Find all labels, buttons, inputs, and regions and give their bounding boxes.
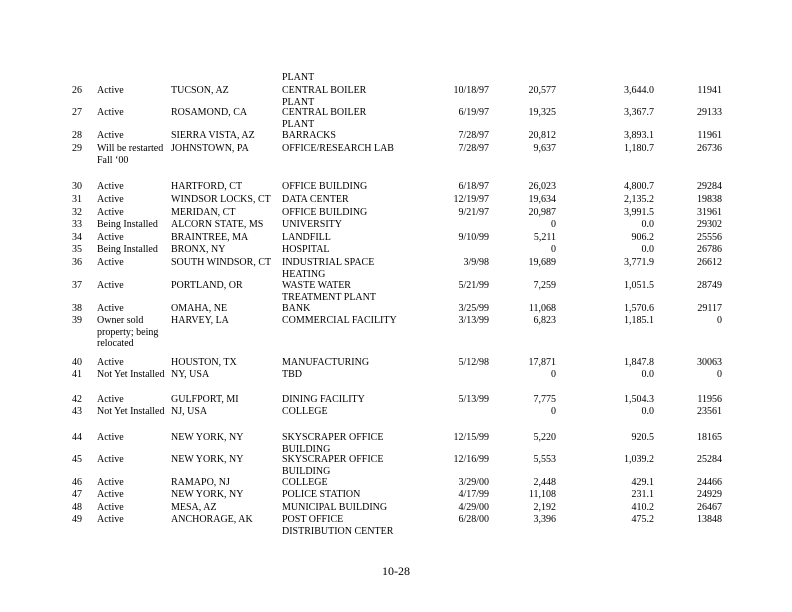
- location: SIERRA VISTA, AZ: [171, 130, 255, 141]
- status: [97, 502, 124, 514]
- last-value: 26786: [697, 244, 722, 255]
- site-type-line: UNIVERSITY: [282, 219, 342, 230]
- site-type-line: INDUSTRIAL SPACE: [282, 257, 375, 268]
- row-number: 40: [72, 357, 82, 368]
- install-date: 3/13/99: [458, 315, 489, 326]
- energy-output: 475.2: [631, 514, 654, 525]
- page-number: 10-28: [382, 564, 410, 578]
- site-type-line: PLANT: [282, 118, 315, 130]
- location: SOUTH WINDSOR, CT: [171, 257, 272, 268]
- site-type: [282, 315, 397, 327]
- site-type-line: COMMERCIAL FACILITY: [282, 315, 397, 326]
- status: [97, 357, 124, 369]
- operating-hours: 0: [551, 406, 556, 417]
- location: OMAHA, NE: [171, 303, 228, 314]
- site-type-line: HOSPITAL: [282, 244, 330, 255]
- site-type-line: BUILDING: [282, 443, 331, 455]
- site-type: [282, 219, 342, 231]
- status-line: Active: [97, 502, 124, 513]
- status: [97, 181, 124, 193]
- status-line: Not Yet Installed: [97, 369, 165, 380]
- status: [97, 454, 124, 466]
- last-value: 25284: [697, 454, 722, 465]
- row-number: 43: [72, 406, 82, 417]
- last-value: 26612: [697, 257, 722, 268]
- install-date: 5/12/98: [458, 357, 489, 368]
- site-type-line: OFFICE BUILDING: [282, 207, 368, 218]
- status: [97, 489, 124, 501]
- location: ROSAMOND, CA: [171, 107, 248, 118]
- location: MESA, AZ: [171, 502, 217, 513]
- row-number: 46: [72, 477, 82, 488]
- status: [97, 107, 124, 119]
- install-date: 12/16/99: [453, 454, 489, 465]
- status-line: Active: [97, 514, 124, 525]
- install-date: 4/17/99: [458, 489, 489, 500]
- operating-hours: 19,325: [528, 107, 556, 118]
- operating-hours: 0: [551, 244, 556, 255]
- site-type: [282, 454, 383, 477]
- install-date: 7/28/97: [458, 130, 489, 141]
- status-line: Active: [97, 207, 124, 218]
- energy-output: 231.1: [631, 489, 654, 500]
- energy-output: 3,991.5: [624, 207, 654, 218]
- last-value: 29117: [697, 303, 722, 314]
- site-type-line: COLLEGE: [282, 406, 328, 417]
- row-number: 45: [72, 454, 82, 465]
- last-value: 29284: [697, 181, 722, 192]
- location: NEW YORK, NY: [171, 489, 244, 500]
- install-date: 5/21/99: [458, 280, 489, 291]
- status-line: Active: [97, 232, 124, 243]
- site-type-line: OFFICE/RESEARCH LAB: [282, 143, 394, 154]
- energy-output: 0.0: [641, 406, 654, 417]
- site-type: [282, 357, 369, 369]
- site-continuation: PLANT: [282, 72, 315, 83]
- status-line: Active: [97, 432, 124, 443]
- location: RAMAPO, NJ: [171, 477, 230, 488]
- status: [97, 219, 158, 231]
- status-line: Being Installed: [97, 244, 158, 255]
- status: [97, 394, 124, 406]
- last-value: 23561: [697, 406, 722, 417]
- energy-output: 920.5: [631, 432, 654, 443]
- location: BRONX, NY: [171, 244, 226, 255]
- location: HARVEY, LA: [171, 315, 229, 326]
- row-number: 38: [72, 303, 82, 314]
- row-number: 39: [72, 315, 82, 326]
- site-type: [282, 394, 365, 406]
- last-value: 29133: [697, 107, 722, 118]
- site-type: [282, 130, 336, 142]
- operating-hours: 20,987: [528, 207, 556, 218]
- status: [97, 477, 124, 489]
- last-value: 28749: [697, 280, 722, 291]
- operating-hours: 7,259: [533, 280, 556, 291]
- site-type-line: DISTRIBUTION CENTER: [282, 525, 394, 537]
- install-date: 6/19/97: [458, 107, 489, 118]
- site-type-line: DINING FACILITY: [282, 394, 365, 405]
- operating-hours: 0: [551, 369, 556, 380]
- operating-hours: 11,108: [528, 489, 556, 500]
- status: [97, 194, 124, 206]
- status: [97, 130, 124, 142]
- site-type-line: HEATING: [282, 268, 326, 280]
- install-date: 3/25/99: [458, 303, 489, 314]
- energy-output: 1,570.6: [624, 303, 654, 314]
- location: JOHNSTOWN, PA: [171, 143, 249, 154]
- status-line: Active: [97, 489, 124, 500]
- location: TUCSON, AZ: [171, 85, 229, 96]
- location: GULFPORT, MI: [171, 394, 239, 405]
- last-value: 13848: [697, 514, 722, 525]
- status-line: Active: [97, 454, 124, 465]
- row-number: 26: [72, 85, 82, 96]
- last-value: 11961: [697, 130, 722, 141]
- energy-output: 410.2: [631, 502, 654, 513]
- energy-output: 429.1: [631, 477, 654, 488]
- site-type-line: PLANT: [282, 96, 315, 108]
- location: NEW YORK, NY: [171, 432, 244, 443]
- location: HOUSTON, TX: [171, 357, 237, 368]
- operating-hours: 0: [551, 219, 556, 230]
- location: HARTFORD, CT: [171, 181, 243, 192]
- site-type-line: OFFICE BUILDING: [282, 181, 368, 192]
- status: [97, 432, 124, 444]
- operating-hours: 20,812: [528, 130, 556, 141]
- status: [97, 315, 158, 350]
- site-type-line: MUNICIPAL BUILDING: [282, 502, 388, 513]
- site-type-line: SKYSCRAPER OFFICE: [282, 454, 384, 465]
- site-type: [282, 257, 374, 280]
- energy-output: 3,771.9: [624, 257, 654, 268]
- last-value: 18165: [697, 432, 722, 443]
- location: ALCORN STATE, MS: [171, 219, 264, 230]
- status-line: Fall ‘00: [97, 154, 129, 166]
- energy-output: 3,367.7: [624, 107, 654, 118]
- site-type: [282, 406, 328, 418]
- status-line: Active: [97, 303, 124, 314]
- install-date: 3/29/00: [458, 477, 489, 488]
- energy-output: 1,039.2: [624, 454, 654, 465]
- row-number: 30: [72, 181, 82, 192]
- site-type-line: BUILDING: [282, 465, 331, 477]
- energy-output: 3,644.0: [624, 85, 654, 96]
- last-value: 26467: [697, 502, 722, 513]
- status: [97, 369, 165, 381]
- row-number: 42: [72, 394, 82, 405]
- site-type-line: BARRACKS: [282, 130, 336, 141]
- status-line: Active: [97, 85, 124, 96]
- site-type-line: TREATMENT PLANT: [282, 291, 376, 303]
- location: NJ, USA: [171, 406, 208, 417]
- operating-hours: 2,448: [533, 477, 556, 488]
- status-line: property; being: [97, 326, 159, 338]
- status-line: Active: [97, 257, 124, 268]
- operating-hours: 19,689: [528, 257, 556, 268]
- row-number: 37: [72, 280, 82, 291]
- operating-hours: 2,192: [533, 502, 556, 513]
- site-type: [282, 369, 302, 381]
- last-value: 0: [717, 315, 722, 326]
- site-type: [282, 107, 366, 130]
- site-type-line: LANDFILL: [282, 232, 331, 243]
- last-value: 11941: [697, 85, 722, 96]
- row-number: 31: [72, 194, 82, 205]
- site-type: [282, 207, 367, 219]
- status-line: Active: [97, 130, 124, 141]
- energy-output: 1,185.1: [624, 315, 654, 326]
- site-type-line: POST OFFICE: [282, 514, 344, 525]
- site-type: [282, 280, 376, 303]
- site-type: [282, 432, 383, 455]
- operating-hours: 20,577: [528, 85, 556, 96]
- site-type: [282, 244, 330, 256]
- site-type-line: SKYSCRAPER OFFICE: [282, 432, 384, 443]
- status: [97, 406, 165, 418]
- location: MERIDAN, CT: [171, 207, 236, 218]
- status-line: Active: [97, 280, 124, 291]
- site-type: [282, 489, 360, 501]
- site-type: [282, 143, 394, 155]
- site-type-line: POLICE STATION: [282, 489, 361, 500]
- row-number: 32: [72, 207, 82, 218]
- operating-hours: 19,634: [528, 194, 556, 205]
- install-date: 9/21/97: [458, 207, 489, 218]
- site-type-line: BANK: [282, 303, 311, 314]
- operating-hours: 7,775: [533, 394, 556, 405]
- energy-output: 0.0: [641, 219, 654, 230]
- last-value: 30063: [697, 357, 722, 368]
- install-date: 4/29/00: [458, 502, 489, 513]
- status: [97, 143, 163, 166]
- last-value: 19838: [697, 194, 722, 205]
- status-line: Active: [97, 394, 124, 405]
- operating-hours: 26,023: [528, 181, 556, 192]
- status: [97, 514, 124, 526]
- row-number: 27: [72, 107, 82, 118]
- operating-hours: 9,637: [533, 143, 556, 154]
- status: [97, 85, 124, 97]
- location: PORTLAND, OR: [171, 280, 243, 291]
- operating-hours: 6,823: [533, 315, 556, 326]
- row-number: 36: [72, 257, 82, 268]
- status-line: Owner sold: [97, 315, 144, 326]
- install-date: 12/19/97: [453, 194, 489, 205]
- status: [97, 257, 124, 269]
- last-value: 26736: [697, 143, 722, 154]
- status-line: Will be restarted: [97, 143, 164, 154]
- site-type: [282, 502, 387, 514]
- site-type: [282, 181, 367, 193]
- site-type: [282, 514, 393, 537]
- operating-hours: 5,220: [533, 432, 556, 443]
- location: NEW YORK, NY: [171, 454, 244, 465]
- site-type: [282, 194, 349, 206]
- status: [97, 244, 158, 256]
- location: BRAINTREE, MA: [171, 232, 249, 243]
- status-line: Active: [97, 107, 124, 118]
- energy-output: 1,504.3: [624, 394, 654, 405]
- energy-output: 0.0: [641, 369, 654, 380]
- install-date: 5/13/99: [458, 394, 489, 405]
- site-type-line: CENTRAL BOILER: [282, 85, 367, 96]
- install-date: 12/15/99: [453, 432, 489, 443]
- row-number: 44: [72, 432, 82, 443]
- location: NY, USA: [171, 369, 210, 380]
- operating-hours: 3,396: [533, 514, 556, 525]
- site-type: [282, 85, 366, 108]
- row-number: 35: [72, 244, 82, 255]
- install-date: 6/28/00: [458, 514, 489, 525]
- row-number: 29: [72, 143, 82, 154]
- status-line: Being Installed: [97, 219, 158, 230]
- energy-output: 3,893.1: [624, 130, 654, 141]
- last-value: 29302: [697, 219, 722, 230]
- status-line: Not Yet Installed: [97, 406, 165, 417]
- last-value: 31961: [697, 207, 722, 218]
- status: [97, 280, 124, 292]
- operating-hours: 5,211: [533, 232, 556, 243]
- status-line: Active: [97, 477, 124, 488]
- location: ANCHORAGE, AK: [171, 514, 253, 525]
- energy-output: 1,051.5: [624, 280, 654, 291]
- last-value: 24929: [697, 489, 722, 500]
- operating-hours: 11,068: [528, 303, 556, 314]
- status: [97, 303, 124, 315]
- install-date: 3/9/98: [463, 257, 489, 268]
- site-type-line: MANUFACTURING: [282, 357, 370, 368]
- energy-output: 0.0: [641, 244, 654, 255]
- row-number: 33: [72, 219, 82, 230]
- site-type-line: CENTRAL BOILER: [282, 107, 367, 118]
- energy-output: 906.2: [631, 232, 654, 243]
- status-line: relocated: [97, 338, 134, 349]
- row-number: 48: [72, 502, 82, 513]
- operating-hours: 17,871: [528, 357, 556, 368]
- status-line: Active: [97, 357, 124, 368]
- site-type: [282, 477, 328, 489]
- site-type: [282, 232, 331, 244]
- install-date: 10/18/97: [453, 85, 489, 96]
- last-value: 25556: [697, 232, 722, 243]
- install-date: 7/28/97: [458, 143, 489, 154]
- last-value: 0: [717, 369, 722, 380]
- operating-hours: 5,553: [533, 454, 556, 465]
- row-number: 47: [72, 489, 82, 500]
- energy-output: 4,800.7: [624, 181, 654, 192]
- location: WINDSOR LOCKS, CT: [171, 194, 271, 205]
- last-value: 11956: [697, 394, 722, 405]
- status-line: Active: [97, 194, 124, 205]
- site-type-line: COLLEGE: [282, 477, 328, 488]
- status: [97, 232, 124, 244]
- site-type-line: TBD: [282, 369, 302, 380]
- energy-output: 1,847.8: [624, 357, 654, 368]
- install-date: 9/10/99: [458, 232, 489, 243]
- row-number: 28: [72, 130, 82, 141]
- status-line: Active: [97, 181, 124, 192]
- site-type: [282, 303, 310, 315]
- site-type-line: DATA CENTER: [282, 194, 349, 205]
- status: [97, 207, 124, 219]
- energy-output: 1,180.7: [624, 143, 654, 154]
- row-number: 41: [72, 369, 82, 380]
- row-number: 34: [72, 232, 82, 243]
- row-number: 49: [72, 514, 82, 525]
- energy-output: 2,135.2: [624, 194, 654, 205]
- site-type-line: WASTE WATER: [282, 280, 351, 291]
- last-value: 24466: [697, 477, 722, 488]
- install-date: 6/18/97: [458, 181, 489, 192]
